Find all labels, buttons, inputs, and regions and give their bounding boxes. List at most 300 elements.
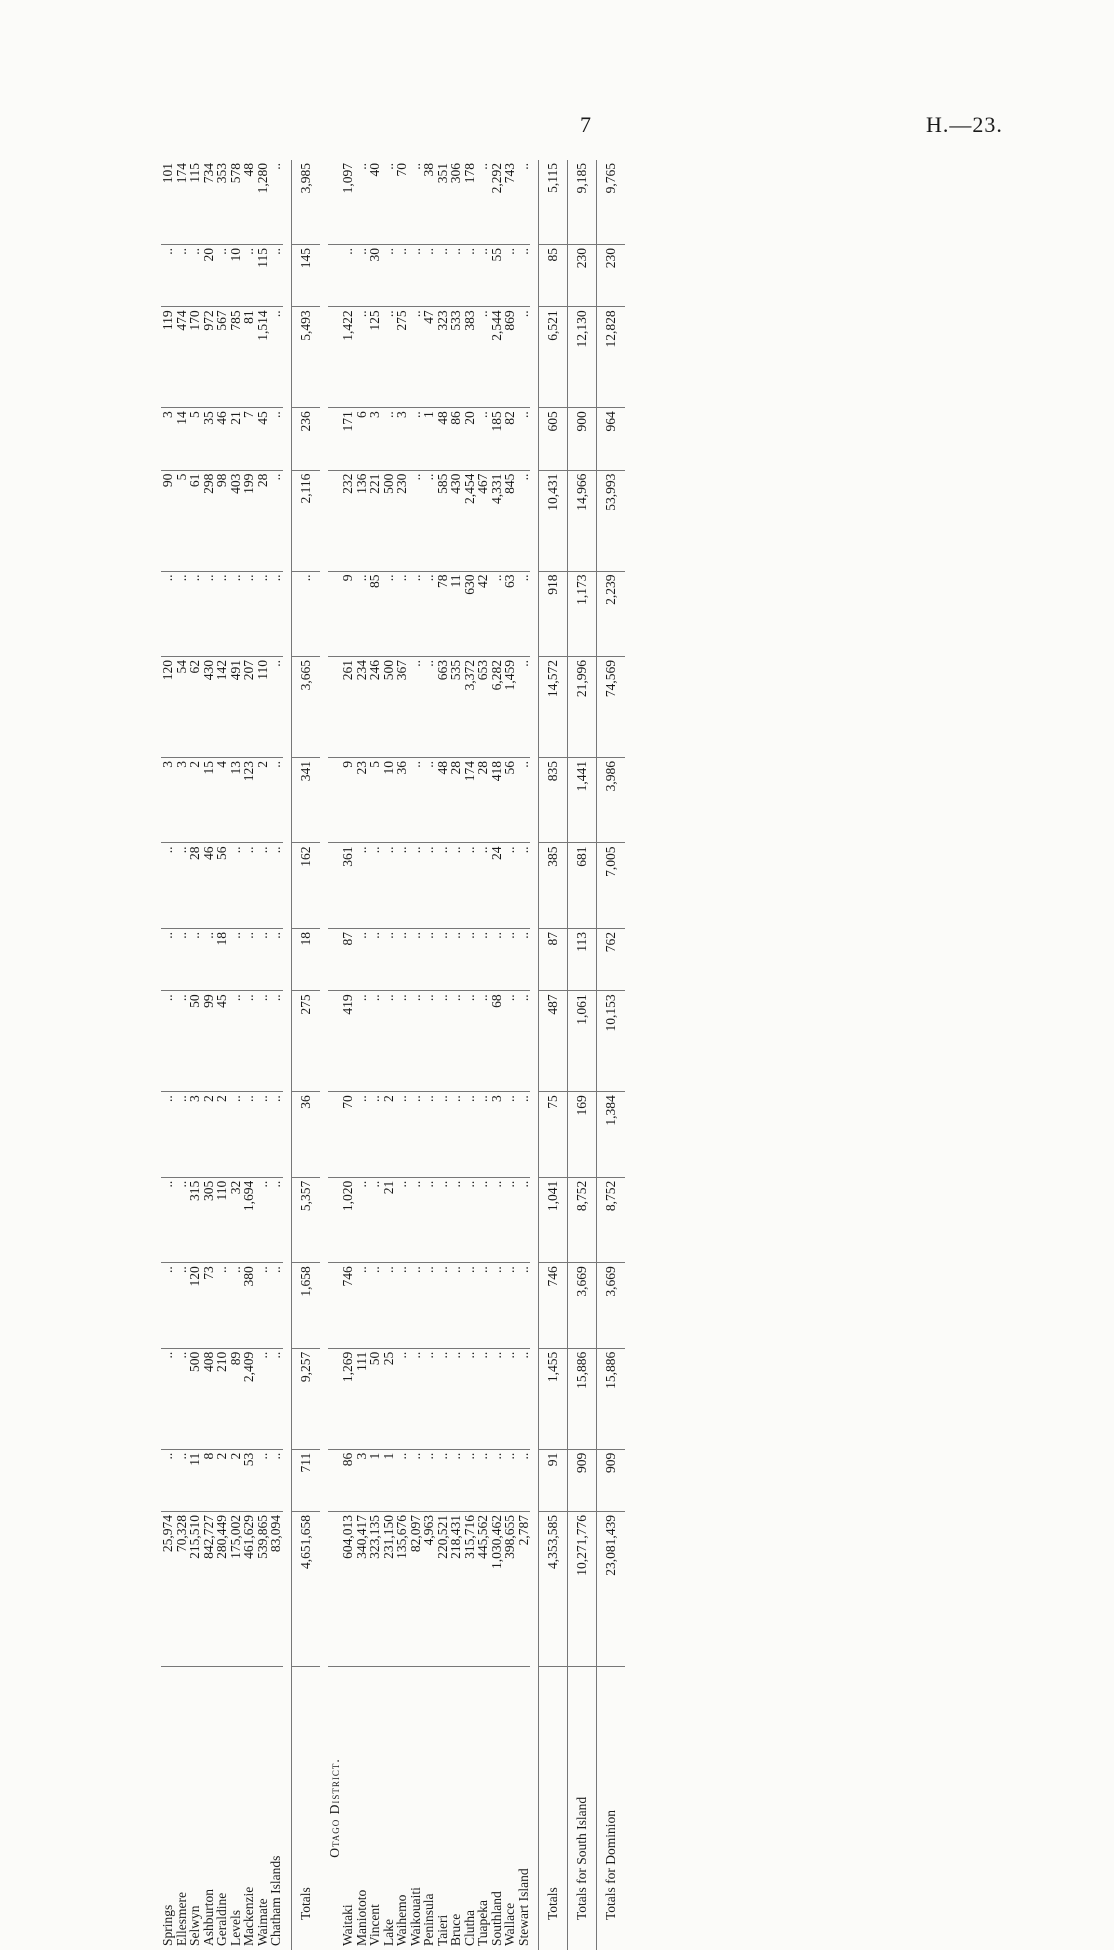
table-cell: 4,651,658 <box>291 1512 320 1667</box>
table-cell: .. <box>256 928 270 990</box>
table-cell: 842,727 <box>202 1512 216 1667</box>
table-cell: .. <box>242 1092 256 1178</box>
table-cell: .. <box>409 160 423 245</box>
south-island-totals-row <box>568 160 597 1950</box>
table-cell: 36 <box>395 757 409 843</box>
table-cell: 89 <box>229 1348 243 1449</box>
table-cell: .. <box>409 571 423 657</box>
table-cell: 3 <box>161 757 175 843</box>
table-cell: .. <box>175 245 189 307</box>
table-cell: .. <box>175 843 189 929</box>
table-cell: 1,280 <box>256 160 270 245</box>
row-label: Peninsula <box>422 1667 436 1950</box>
table-cell: 98 <box>215 470 229 571</box>
table-cell: .. <box>355 1263 369 1349</box>
table-cell: 99 <box>202 991 216 1092</box>
table-cell: 467 <box>476 470 490 571</box>
table-cell: .. <box>291 571 320 657</box>
table-cell: 70,328 <box>175 1512 189 1667</box>
table-cell: 4,963 <box>422 1512 436 1667</box>
table-cell: .. <box>449 245 463 307</box>
table-cell: 142 <box>215 657 229 758</box>
table-cell: .. <box>382 571 396 657</box>
table-cell: .. <box>256 1177 270 1263</box>
table-cell: .. <box>490 1449 504 1511</box>
table-cell: .. <box>463 928 477 990</box>
table-cell: .. <box>269 843 283 929</box>
table-cell: 909 <box>597 1449 626 1511</box>
table-cell: 28 <box>188 843 202 929</box>
table-cell: .. <box>503 1177 517 1263</box>
table-cell: .. <box>503 928 517 990</box>
table-cell: 178 <box>463 160 477 245</box>
table-cell: .. <box>188 928 202 990</box>
table-cell: .. <box>436 991 450 1092</box>
table-cell: 445,562 <box>476 1512 490 1667</box>
table-cell: .. <box>436 1449 450 1511</box>
table-cell: .. <box>355 245 369 307</box>
table-cell: 7 <box>242 408 256 470</box>
table-cell: .. <box>436 1092 450 1178</box>
table-cell: .. <box>256 991 270 1092</box>
table-cell: .. <box>436 843 450 929</box>
table-cell: .. <box>490 1348 504 1449</box>
table-cell: .. <box>269 1177 283 1263</box>
table-cell: .. <box>517 160 531 245</box>
table-cell: 964 <box>597 408 626 470</box>
table-cell: 120 <box>188 1263 202 1349</box>
table-cell: 32 <box>229 1177 243 1263</box>
table-cell: 11 <box>449 571 463 657</box>
table-cell: 28 <box>256 470 270 571</box>
table-cell: .. <box>449 1263 463 1349</box>
table-cell: .. <box>503 991 517 1092</box>
table-cell: .. <box>422 1092 436 1178</box>
table-cell: .. <box>476 991 490 1092</box>
table-cell: .. <box>256 843 270 929</box>
table-cell: 162 <box>291 843 320 929</box>
table-cell: .. <box>409 1449 423 1511</box>
table-cell: 87 <box>539 928 568 990</box>
row-label: Tuapeka <box>476 1667 490 1950</box>
table-cell: 246 <box>368 657 382 758</box>
table-cell: 539,865 <box>256 1512 270 1667</box>
table-cell: .. <box>229 928 243 990</box>
table-cell: .. <box>395 571 409 657</box>
table-cell: .. <box>161 245 175 307</box>
table-cell: 20 <box>202 245 216 307</box>
table-cell: .. <box>175 571 189 657</box>
table-cell: 5,493 <box>291 307 320 408</box>
table-cell: .. <box>355 571 369 657</box>
table-cell: 48 <box>436 408 450 470</box>
table-cell: .. <box>355 928 369 990</box>
table-cell: 14,572 <box>539 657 568 758</box>
page-reference: H.—23. <box>926 112 1003 138</box>
table-cell: .. <box>382 843 396 929</box>
table-cell: .. <box>161 1263 175 1349</box>
table-cell: .. <box>476 245 490 307</box>
table-cell: 5 <box>368 757 382 843</box>
table-cell: .. <box>476 160 490 245</box>
row-label: Totals for South Island <box>568 1667 597 1950</box>
table-cell: 111 <box>355 1348 369 1449</box>
table-cell: 630 <box>463 571 477 657</box>
table-cell: 2,292 <box>490 160 504 245</box>
table-cell: .. <box>368 843 382 929</box>
table-cell: 85 <box>539 245 568 307</box>
table-cell: 86 <box>341 1449 355 1511</box>
table-cell: 125 <box>368 307 382 408</box>
table-row <box>175 160 189 1950</box>
table-cell: .. <box>382 245 396 307</box>
table-cell: 174 <box>463 757 477 843</box>
table-cell: 261 <box>341 657 355 758</box>
table-cell: 315 <box>188 1177 202 1263</box>
totals-row <box>539 160 568 1950</box>
table-cell: 53,993 <box>597 470 626 571</box>
table-cell: .. <box>229 1092 243 1178</box>
table-cell: .. <box>409 1348 423 1449</box>
table-row <box>355 160 369 1950</box>
table-cell: .. <box>229 991 243 1092</box>
table-cell: .. <box>517 843 531 929</box>
table-cell: 3 <box>175 757 189 843</box>
table-cell: 1 <box>382 1449 396 1511</box>
table-cell: .. <box>476 1092 490 1178</box>
row-label: Waitaki <box>341 1667 355 1950</box>
dominion-totals-row <box>597 160 626 1950</box>
table-cell: .. <box>229 843 243 929</box>
table-cell: .. <box>463 245 477 307</box>
table-cell: 2 <box>229 1449 243 1511</box>
table-cell: 1,514 <box>256 307 270 408</box>
table-cell: 1,422 <box>341 307 355 408</box>
table-cell: 2 <box>202 1092 216 1178</box>
table-cell: .. <box>368 1177 382 1263</box>
table-cell: .. <box>503 1449 517 1511</box>
table-cell: .. <box>436 928 450 990</box>
table-cell: 323 <box>436 307 450 408</box>
table-cell: 298 <box>202 470 216 571</box>
table-cell: 220,521 <box>436 1512 450 1667</box>
table-cell: .. <box>409 1263 423 1349</box>
table-cell: 2,787 <box>517 1512 531 1667</box>
table-cell: .. <box>368 928 382 990</box>
table-cell: 25 <box>382 1348 396 1449</box>
table-cell: 533 <box>449 307 463 408</box>
table-cell: 1,694 <box>242 1177 256 1263</box>
table-cell: 7,005 <box>597 843 626 929</box>
table-cell: 174 <box>175 160 189 245</box>
table-cell: .. <box>503 1092 517 1178</box>
table-cell: 491 <box>229 657 243 758</box>
table-cell: 231,150 <box>382 1512 396 1667</box>
table-cell: 380 <box>242 1263 256 1349</box>
table-cell: 900 <box>568 408 597 470</box>
table-cell: .. <box>409 408 423 470</box>
page-number: 7 <box>580 112 591 138</box>
table-cell: .. <box>463 1177 477 1263</box>
table-cell: .. <box>449 991 463 1092</box>
table-cell: .. <box>161 1092 175 1178</box>
table-cell: .. <box>395 928 409 990</box>
table-cell: 5 <box>175 470 189 571</box>
table-cell: 234 <box>355 657 369 758</box>
table-cell: 746 <box>539 1263 568 1349</box>
table-cell: 430 <box>202 657 216 758</box>
table-cell: .. <box>422 1177 436 1263</box>
table-cell: .. <box>517 757 531 843</box>
table-cell: .. <box>202 928 216 990</box>
table-cell: 1,269 <box>341 1348 355 1449</box>
table-cell: .. <box>517 245 531 307</box>
table-cell: 120 <box>161 657 175 758</box>
table-cell: 36 <box>291 1092 320 1178</box>
table-cell: .. <box>517 470 531 571</box>
table-cell: 306 <box>449 160 463 245</box>
table-cell: 2,116 <box>291 470 320 571</box>
table-cell: 585 <box>436 470 450 571</box>
table-cell: 145 <box>291 245 320 307</box>
table-cell: 85 <box>368 571 382 657</box>
table-cell: .. <box>422 928 436 990</box>
table-row <box>503 160 517 1950</box>
table-cell: .. <box>382 160 396 245</box>
table-cell: .. <box>242 571 256 657</box>
table-cell: .. <box>449 1092 463 1178</box>
row-label: Chatham Islands <box>269 1667 283 1950</box>
table-cell: 367 <box>395 657 409 758</box>
table-cell: 230 <box>568 245 597 307</box>
table-cell: 123 <box>242 757 256 843</box>
table-cell: 535 <box>449 657 463 758</box>
table-cell: 45 <box>256 408 270 470</box>
table-cell: 42 <box>476 571 490 657</box>
table-cell: 113 <box>568 928 597 990</box>
table-cell: 340,417 <box>355 1512 369 1667</box>
table-cell: 2,239 <box>597 571 626 657</box>
table-cell: 869 <box>503 307 517 408</box>
table-cell: 605 <box>539 408 568 470</box>
table-cell: 653 <box>476 657 490 758</box>
row-label: Totals <box>291 1667 320 1950</box>
row-label: Clutha <box>463 1667 477 1950</box>
table-cell: .. <box>175 1092 189 1178</box>
table-cell: .. <box>476 1177 490 1263</box>
totals-row <box>291 160 320 1950</box>
table-cell: 23,081,439 <box>597 1512 626 1667</box>
row-label: Southland <box>490 1667 504 1950</box>
row-label: Totals for Dominion <box>597 1667 626 1950</box>
table-cell: 18 <box>215 928 229 990</box>
table-cell: .. <box>395 991 409 1092</box>
table-cell: .. <box>269 408 283 470</box>
table-cell: .. <box>269 1263 283 1349</box>
table-cell: 61 <box>188 470 202 571</box>
table-cell: .. <box>256 571 270 657</box>
table-cell: .. <box>517 408 531 470</box>
table-cell: 4 <box>215 757 229 843</box>
table-cell: 323,135 <box>368 1512 382 1667</box>
table-cell: 1,020 <box>341 1177 355 1263</box>
table-cell: 40 <box>368 160 382 245</box>
table-cell: 56 <box>503 757 517 843</box>
table-cell: .. <box>476 408 490 470</box>
table-cell: 8,752 <box>597 1177 626 1263</box>
table-cell: 1,030,462 <box>490 1512 504 1667</box>
table-cell: .. <box>269 1449 283 1511</box>
table-row <box>368 160 382 1950</box>
row-label: Wallace <box>503 1667 517 1950</box>
table-cell: 3 <box>490 1092 504 1178</box>
table-cell: .. <box>422 470 436 571</box>
table-cell: 18 <box>291 928 320 990</box>
table-row <box>256 160 270 1950</box>
table-cell: 385 <box>539 843 568 929</box>
row-label: Waimate <box>256 1667 270 1950</box>
table-cell: .. <box>269 657 283 758</box>
row-label: Springs <box>161 1667 175 1950</box>
table-cell: 1 <box>422 408 436 470</box>
row-label: Levels <box>229 1667 243 1950</box>
table-cell: .. <box>355 160 369 245</box>
table-cell: 169 <box>568 1092 597 1178</box>
table-cell: 15,886 <box>597 1348 626 1449</box>
table-cell: .. <box>476 1348 490 1449</box>
table-cell: 221 <box>368 470 382 571</box>
table-cell: 10,153 <box>597 991 626 1092</box>
table-cell: 2,409 <box>242 1348 256 1449</box>
table-cell: 74,569 <box>597 657 626 758</box>
table-cell: 236 <box>291 408 320 470</box>
table-cell: 21 <box>229 408 243 470</box>
table-cell: 3,669 <box>597 1263 626 1349</box>
table-cell: 1,041 <box>539 1177 568 1263</box>
table-cell: .. <box>463 843 477 929</box>
table-row <box>269 160 283 1950</box>
table-cell: 1,173 <box>568 571 597 657</box>
table-cell: .. <box>355 307 369 408</box>
table-cell: .. <box>449 1449 463 1511</box>
table-cell: .. <box>215 1263 229 1349</box>
table-cell: 15,886 <box>568 1348 597 1449</box>
table-cell: .. <box>256 1449 270 1511</box>
table-cell: 2 <box>188 757 202 843</box>
table-cell: 604,013 <box>341 1512 355 1667</box>
table-cell: .. <box>422 1263 436 1349</box>
table-cell: 175,002 <box>229 1512 243 1667</box>
table-cell: .. <box>409 843 423 929</box>
table-cell: 91 <box>539 1449 568 1511</box>
table-cell: .. <box>175 1263 189 1349</box>
table-cell: 3 <box>188 1092 202 1178</box>
table-cell: .. <box>409 245 423 307</box>
table-cell: 9,257 <box>291 1348 320 1449</box>
table-cell: .. <box>161 1449 175 1511</box>
table-cell: 232 <box>341 470 355 571</box>
table-row <box>202 160 216 1950</box>
table-cell: 500 <box>382 470 396 571</box>
table-cell: 46 <box>215 408 229 470</box>
table-cell: 972 <box>202 307 216 408</box>
table-cell: 101 <box>161 160 175 245</box>
table-cell: 2 <box>382 1092 396 1178</box>
table-cell: 4,331 <box>490 470 504 571</box>
table-cell: .. <box>382 991 396 1092</box>
row-label: Maniototo <box>355 1667 369 1950</box>
table-cell: 8 <box>202 1449 216 1511</box>
table-cell: 487 <box>539 991 568 1092</box>
table-cell: 81 <box>242 307 256 408</box>
table-cell: .. <box>490 1263 504 1349</box>
table-cell: 171 <box>341 408 355 470</box>
table-cell: 47 <box>422 307 436 408</box>
table-row <box>463 160 477 1950</box>
table-cell: .. <box>269 928 283 990</box>
table-cell: 48 <box>436 757 450 843</box>
table-cell: 403 <box>229 470 243 571</box>
table-cell: .. <box>463 991 477 1092</box>
table-cell: 82 <box>503 408 517 470</box>
table-cell: .. <box>490 571 504 657</box>
table-cell: .. <box>476 307 490 408</box>
table-cell: .. <box>188 571 202 657</box>
table-cell: 711 <box>291 1449 320 1511</box>
table-cell: 3 <box>355 1449 369 1511</box>
row-label: Lake <box>382 1667 396 1950</box>
table-cell: .. <box>215 245 229 307</box>
table-cell: .. <box>517 928 531 990</box>
table-cell: 3,669 <box>568 1263 597 1349</box>
table-cell: 3,665 <box>291 657 320 758</box>
statistics-table <box>161 160 625 1950</box>
table-cell: .. <box>476 1263 490 1349</box>
table-cell: 50 <box>368 1348 382 1449</box>
table-cell: .. <box>269 1092 283 1178</box>
table-cell: 38 <box>422 160 436 245</box>
table-cell: 8,752 <box>568 1177 597 1263</box>
table-cell: 135,676 <box>395 1512 409 1667</box>
table-cell: .. <box>269 991 283 1092</box>
table-cell: .. <box>202 571 216 657</box>
table-cell: .. <box>476 1449 490 1511</box>
district-heading-row <box>328 160 342 1950</box>
table-cell: .. <box>436 245 450 307</box>
table-cell: 1,441 <box>568 757 597 843</box>
table-cell: .. <box>517 1263 531 1349</box>
table-cell: 35 <box>202 408 216 470</box>
row-label: Ashburton <box>202 1667 216 1950</box>
table-row <box>449 160 463 1950</box>
table-cell: 1,061 <box>568 991 597 1092</box>
table-cell: 185 <box>490 408 504 470</box>
table-cell: 15 <box>202 757 216 843</box>
table-cell: 73 <box>202 1263 216 1349</box>
table-cell: 20 <box>463 408 477 470</box>
table-cell: .. <box>368 1092 382 1178</box>
table-cell: 48 <box>242 160 256 245</box>
table-cell: .. <box>175 1449 189 1511</box>
table-cell: .. <box>341 245 355 307</box>
table-cell: 275 <box>291 991 320 1092</box>
table-cell: 845 <box>503 470 517 571</box>
table-cell: .. <box>409 657 423 758</box>
table-cell: 500 <box>188 1348 202 1449</box>
table-cell: 50 <box>188 991 202 1092</box>
table-cell: 9 <box>341 757 355 843</box>
table-cell: 11 <box>188 1449 202 1511</box>
